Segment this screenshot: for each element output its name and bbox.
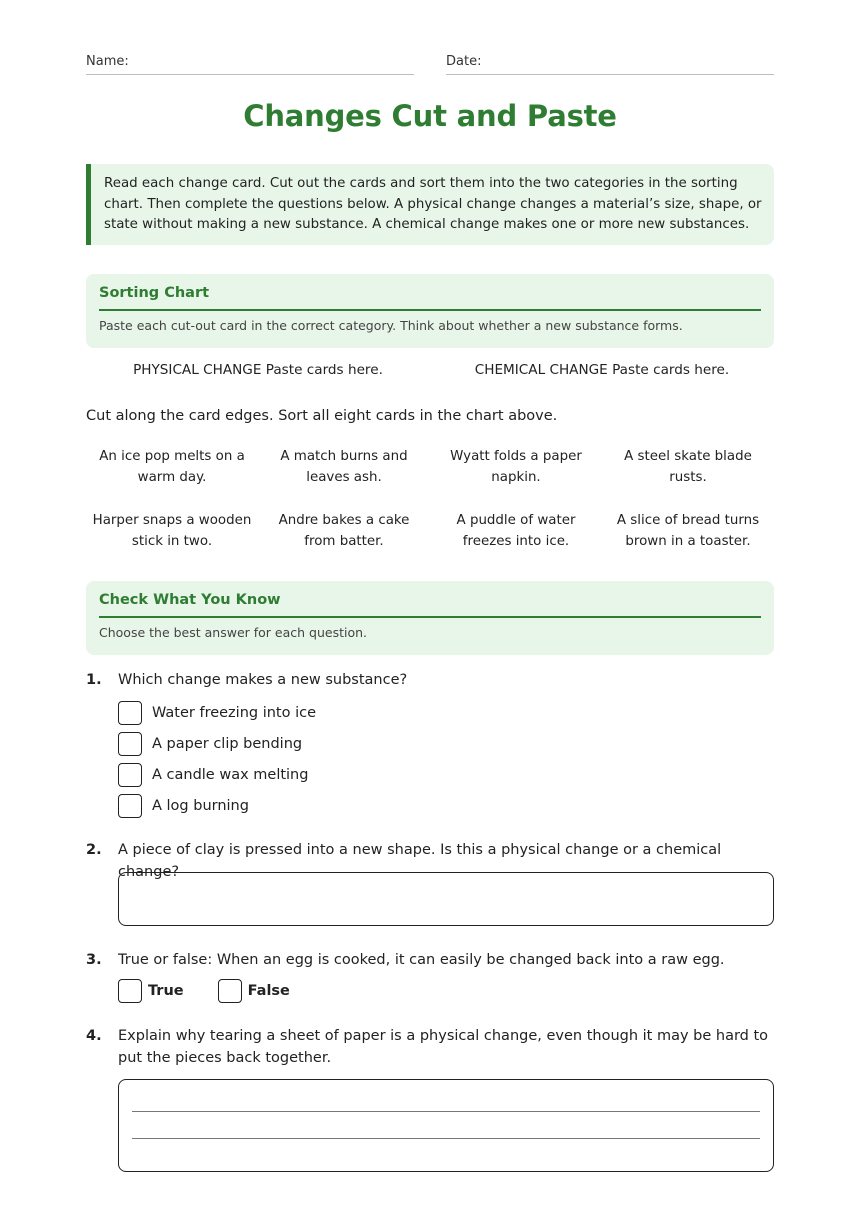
question-number: 1. (86, 672, 102, 688)
name-date-row (86, 54, 774, 75)
q1-option-a[interactable] (118, 701, 316, 725)
question-3 (86, 949, 774, 971)
q2-answer-box[interactable] (118, 872, 774, 926)
sorting-chart-subtext: Paste each cut-out card in the correct category. Think about whether a new substance forms. (99, 318, 683, 333)
question-text: Which change makes a new substance? (118, 672, 408, 688)
q1-option-b[interactable] (118, 732, 302, 756)
false-label: False (247, 983, 290, 999)
change-card[interactable]: A puddle of water freezes into ice. (456, 513, 576, 549)
page-title: Changes Cut and Paste (243, 99, 617, 133)
check-subtext: Choose the best answer for each question. (99, 625, 367, 640)
physical-change-column: PHYSICAL CHANGE Paste cards here. (133, 362, 383, 378)
checkbox[interactable] (118, 732, 142, 756)
question-number: 4. (86, 1028, 102, 1044)
change-card[interactable]: A slice of bread turns brown in a toaster. (616, 513, 760, 549)
true-checkbox[interactable] (118, 979, 142, 1003)
date-label: Date: (446, 54, 482, 69)
change-cards (86, 447, 774, 552)
check-heading: Check What You Know (99, 592, 761, 618)
checkbox[interactable] (118, 763, 142, 787)
date-field[interactable] (446, 54, 774, 75)
q1-option-d[interactable] (118, 794, 249, 818)
change-card[interactable]: A steel skate blade rusts. (624, 449, 752, 485)
sorting-chart-panel (86, 274, 774, 348)
checkbox[interactable] (118, 794, 142, 818)
name-field[interactable] (86, 54, 414, 75)
question-text: True or false: When an egg is cooked, it can easily be changed back into a raw egg. (118, 952, 725, 968)
q4-answer-box[interactable] (118, 1079, 774, 1172)
false-checkbox[interactable] (218, 979, 242, 1003)
chemical-change-column: CHEMICAL CHANGE Paste cards here. (474, 362, 730, 378)
option-label: A candle wax melting (152, 767, 309, 783)
cut-instructions: Cut along the card edges. Sort all eight cards in the chart above. (86, 408, 558, 424)
checkbox[interactable] (118, 701, 142, 725)
option-label: A paper clip bending (152, 736, 303, 752)
q3-true-false (118, 979, 290, 1003)
intro-callout: Read each change card. Cut out the cards and sort them into the two categories in the sorting chart. Then complete the questions below. A physical change changes a material’s size, shape, or state without making a new substance. A chemical change makes one or more new substances. (86, 164, 774, 245)
sorting-columns (86, 362, 774, 378)
question-number: 3. (86, 952, 102, 968)
name-label: Name: (86, 54, 129, 69)
true-label: True (148, 983, 184, 999)
change-card[interactable]: Wyatt folds a paper napkin. (450, 449, 582, 485)
sorting-chart-heading: Sorting Chart (99, 285, 761, 311)
writing-line (132, 1138, 760, 1139)
change-card[interactable]: A match burns and leaves ash. (280, 449, 408, 485)
writing-line (132, 1111, 760, 1112)
change-card[interactable]: Andre bakes a cake from batter. (278, 513, 410, 549)
option-label: Water freezing into ice (152, 705, 317, 721)
question-4 (86, 1025, 774, 1069)
question-1 (86, 669, 774, 691)
question-text: Explain why tearing a sheet of paper is a physical change, even though it may be hard to put the pieces back together. (118, 1028, 769, 1066)
change-card[interactable]: An ice pop melts on a warm day. (99, 449, 245, 485)
option-label: A log burning (152, 798, 249, 814)
check-panel (86, 581, 774, 655)
question-text: A piece of clay is pressed into a new shape. Is this a physical change or a chemical change? (118, 842, 722, 880)
change-card[interactable]: Harper snaps a wooden stick in two. (92, 513, 252, 549)
question-number: 2. (86, 842, 102, 858)
q1-option-c[interactable] (118, 763, 308, 787)
